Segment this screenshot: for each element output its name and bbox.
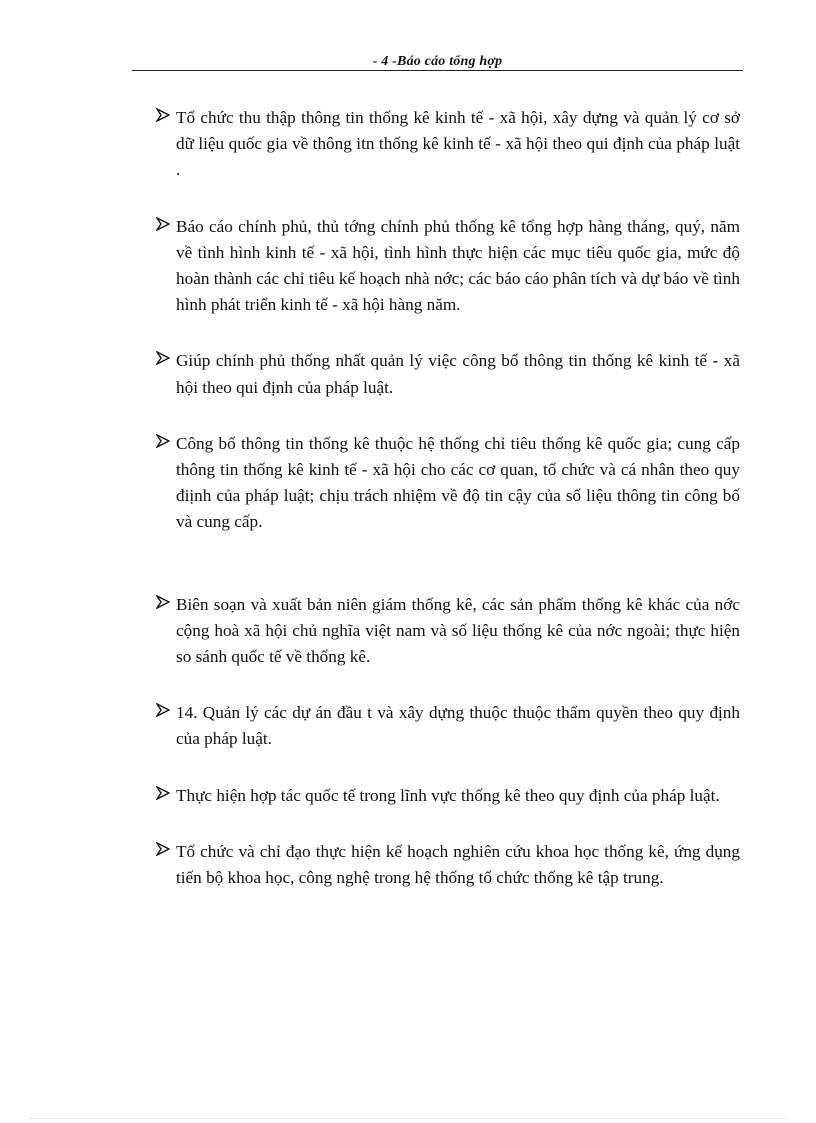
bullet-text: Tổ chức và chỉ đạo thực hiện kế hoạch nghiên cứu khoa học thống kê, ứng dụng tiến bộ khoa học, công nghệ trong hệ thống tổ chức thống kê tập trung. [176, 841, 740, 888]
bullet-text: 14. Quản lý các dự án đầu t và xây dựng thuộc thuộc thẩm quyền theo quy định của pháp luật. [176, 703, 740, 749]
arrowhead-bullet-icon [156, 842, 170, 856]
arrowhead-bullet-icon [156, 595, 170, 609]
bullet-item [150, 700, 740, 752]
bullet-text: Thực hiện hợp tác quốc tế trong lĩnh vực thống kê theo quy định của pháp luật. [176, 785, 720, 805]
arrowhead-bullet-icon [156, 108, 170, 122]
page-header [132, 52, 743, 71]
arrowhead-bullet-icon [156, 217, 170, 231]
arrowhead-bullet-icon [156, 434, 170, 448]
page-bottom-divider [30, 1118, 786, 1119]
bullet-text: Tổ chức thu thập thông tin thống kê kinh tế - xã hội, xây dựng và quản lý cơ sở dữ liệu quốc gia về thông itn thống kê kinh tế - xã hội theo qui định của pháp luật . [176, 108, 740, 180]
bullet-item [150, 105, 740, 184]
bullet-text: Báo cáo chính phủ, thủ tớng chính phủ thống kê tổng hợp hàng tháng, quý, năm về tình hình kinh tế - xã hội, tình hình thực hiện các mục tiêu quốc gia, mức độ hoàn thành các chỉ tiêu kế hoạch nhà nớc; các báo cáo phân tích và dự báo về tình hình phát triển kinh tế - xã hội hàng năm. [176, 216, 740, 315]
arrowhead-bullet-icon [156, 703, 170, 717]
arrowhead-bullet-icon [156, 786, 170, 800]
bullet-item [150, 592, 740, 671]
page-header-title: - 4 -Báo cáo tổng hợp [372, 54, 503, 69]
bullet-text: Giúp chính phủ thống nhất quản lý việc công bố thông tin thống kê kinh tế - xã hội theo qui định của pháp luật. [176, 351, 740, 397]
bullet-item [150, 839, 740, 891]
bullet-text: Biên soạn và xuất bản niên giám thống kê, các sản phẩm thống kê khác của nớc cộng hoà xã hội chủ nghĩa việt nam và số liệu thống kê của nớc ngoài; thực hiện so sánh quốc tế về thống kê. [176, 594, 740, 667]
bullet-item [150, 783, 740, 809]
arrowhead-bullet-icon [156, 351, 170, 365]
bullet-text: Công bố thông tin thống kê thuộc hệ thống chỉ tiêu thống kê quốc gia; cung cấp thông tin thống kê kinh tế - xã hội cho các cơ quan, tổ chức và cá nhân theo quy điịnh của pháp luật; chịu trách nhiệm về độ tin cậy của số liệu thông tin công bố và cung cấp. [176, 433, 740, 532]
document-body [150, 105, 740, 891]
bullet-item [150, 431, 740, 536]
bullet-item [150, 214, 740, 319]
bullet-item [150, 348, 740, 400]
